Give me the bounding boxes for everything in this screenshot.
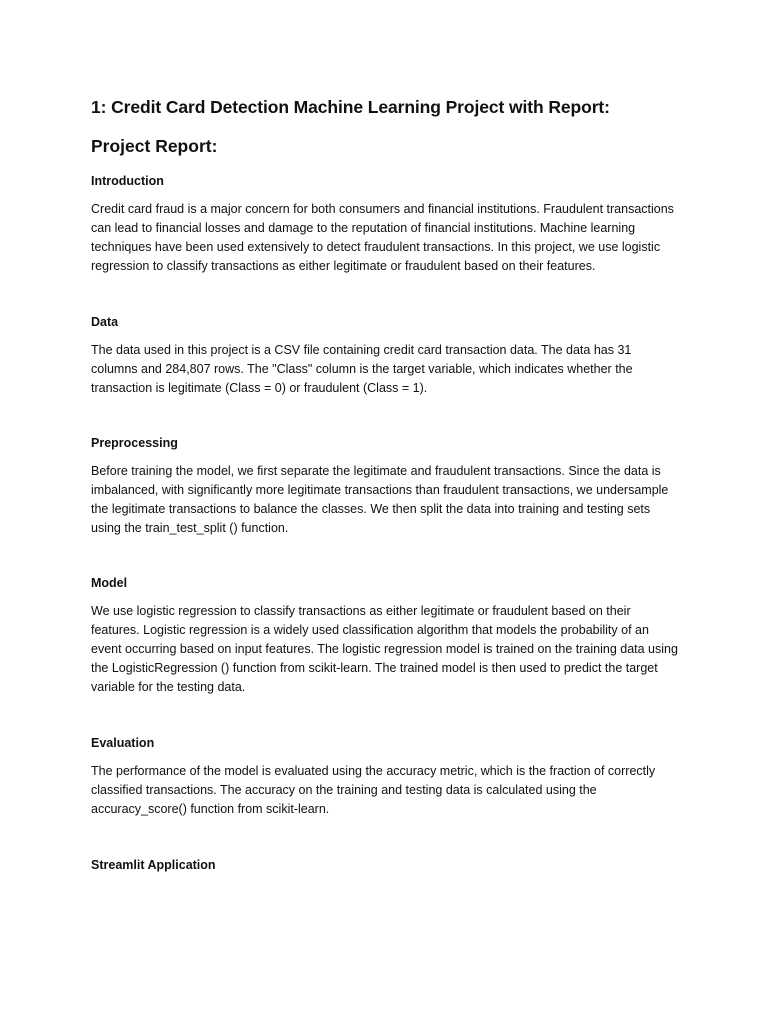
model-body: We use logistic regression to classify transactions as either legitimate or fraudulent based on their features. Logistic regression is a widely used classification algorithm that models the probability of an event occurring based on input features. The logistic regression model is trained on the training data using the LogisticRegression () function from scikit-learn. The trained model is then used to predict the target variable for the testing data. [91,604,678,694]
preprocessing-heading: Preprocessing [91,436,178,450]
introduction-body: Credit card fraud is a major concern for both consumers and financial institutions. Fraudulent transactions can lead to financial losses and damage to the reputation of financial institutions. Machine learning techniques have been used extensively to detect fraudulent transactions. In this project, we use logistic regression to classify transactions as either legitimate or fraudulent based on their features. [91,202,674,273]
data-body: The data used in this project is a CSV file containing credit card transaction data. The data has 31 columns and 284,807 rows. The "Class" column is the target variable, which indicates whether the transaction is legitimate (Class = 0) or fraudulent (Class = 1). [91,343,633,395]
document-title: 1: Credit Card Detection Machine Learning Project with Report: [91,97,610,117]
evaluation-body: The performance of the model is evaluated using the accuracy metric, which is the fraction of correctly classified transactions. The accuracy on the training and testing data is calculated using the accuracy_score() function from scikit-learn. [91,764,656,816]
document-content [91,96,681,873]
introduction-heading: Introduction [91,174,164,188]
report-heading: Project Report: [91,136,218,156]
streamlit-application-heading: Streamlit Application [91,858,216,872]
model-heading: Model [91,576,128,590]
data-heading: Data [91,315,119,329]
preprocessing-body: Before training the model, we first separate the legitimate and fraudulent transactions. Since the data is imbalanced, with significantly more legitimate transactions than fraudulent transactions, we undersample the legitimate transactions to balance the classes. We then split the data into training and testing sets using the train_test_split () function. [91,464,669,535]
evaluation-heading: Evaluation [91,736,155,750]
